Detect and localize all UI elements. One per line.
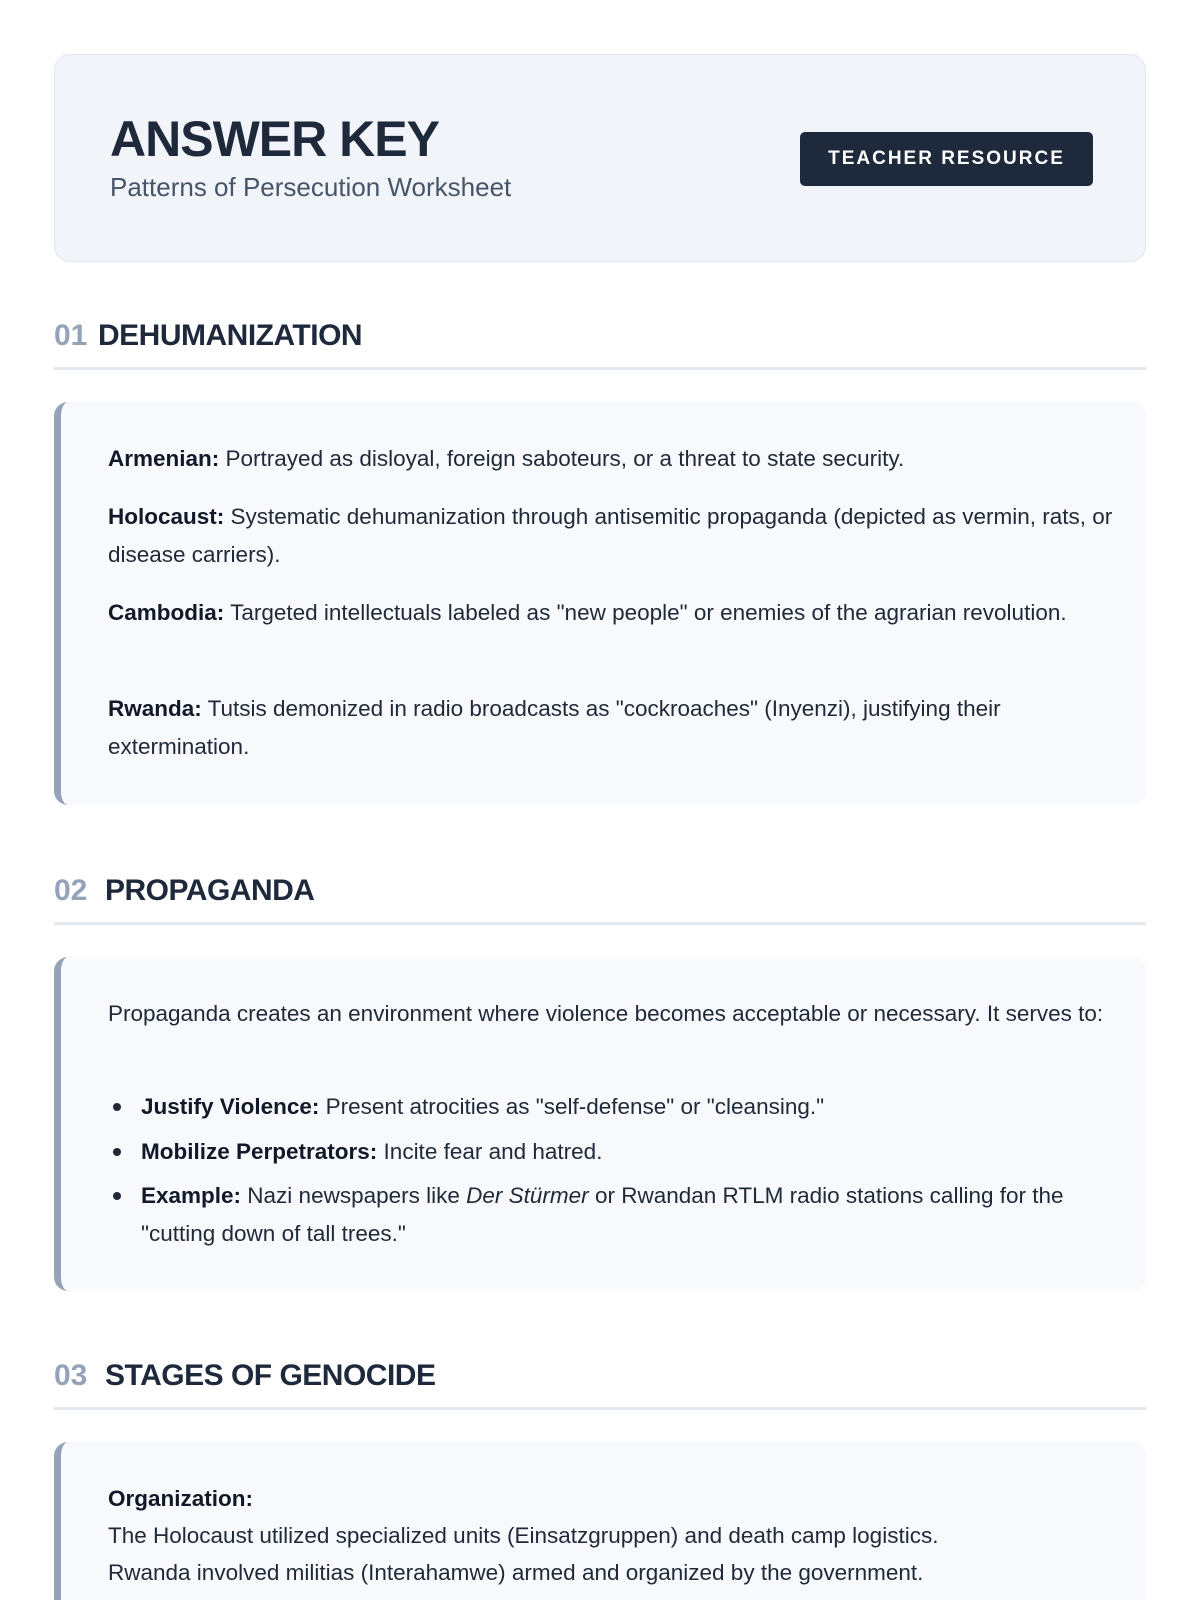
bullet-mobilize-perpetrators <box>141 1133 1121 1171</box>
entry-text: Tutsis demonized in radio broadcasts as "cockroaches" (Inyenzi), justifying their extermination. <box>108 696 1001 759</box>
section-number: 02 <box>54 874 88 907</box>
bullet-text: Present atrocities as "self-defense" or "cleansing." <box>319 1094 825 1119</box>
section-title: STAGES OF GENOCIDE <box>105 1359 436 1392</box>
entry-armenian <box>108 440 1118 478</box>
propaganda-card <box>54 957 1146 1291</box>
bullet-text: Nazi newspapers like <box>241 1183 467 1208</box>
bullet-justify-violence <box>141 1088 1121 1126</box>
page-subtitle: Patterns of Persecution Worksheet <box>110 172 512 202</box>
teacher-resource-badge: TEACHER RESOURCE <box>800 132 1093 186</box>
entry-text: Portrayed as disloyal, foreign saboteurs, or a threat to state security. <box>219 446 905 471</box>
bullet-text: Incite fear and hatred. <box>377 1139 603 1164</box>
entry-rwanda <box>108 690 1118 766</box>
section-heading-propaganda <box>54 873 1146 925</box>
newspaper-title: Der Stürmer <box>466 1183 589 1208</box>
bullet-dot <box>113 1148 121 1156</box>
organization-line-rwanda: Rwanda involved militias (Interahamwe) armed and organized by the government. <box>108 1560 924 1585</box>
bullet-example <box>141 1177 1121 1253</box>
section-heading-dehumanization <box>54 318 1146 370</box>
entry-text: Targeted intellectuals labeled as "new people" or enemies of the agrarian revolution. <box>224 600 1067 625</box>
organization-label <box>108 1480 1118 1518</box>
page-title: ANSWER KEY <box>110 111 439 167</box>
bullet-label: Example: <box>141 1183 242 1208</box>
section-title: DEHUMANIZATION <box>98 319 363 352</box>
dehumanization-card <box>54 402 1146 805</box>
section-number: 03 <box>54 1359 88 1392</box>
entry-cambodia <box>108 594 1118 632</box>
entry-label: Armenian: <box>108 446 220 471</box>
entry-label: Holocaust: <box>108 504 225 529</box>
section-heading-stages <box>54 1358 1146 1410</box>
entry-text: Systematic dehumanization through antisemitic propaganda (depicted as vermin, rats, or disease carriers). <box>108 504 1113 567</box>
entry-label: Cambodia: <box>108 600 225 625</box>
entry-label: Rwanda: <box>108 696 202 721</box>
propaganda-intro: Propaganda creates an environment where violence becomes acceptable or necessary. It serves to: <box>108 1001 1104 1026</box>
header-card <box>54 54 1146 262</box>
section-number: 01 <box>54 319 88 352</box>
bullet-label: Mobilize Perpetrators: <box>141 1139 378 1164</box>
stages-card <box>54 1442 1146 1600</box>
bullet-text: or Rwandan RTLM radio stations calling for the "cutting down of tall trees." <box>141 1183 1064 1246</box>
bullet-dot <box>113 1103 121 1111</box>
entry-holocaust <box>108 498 1118 574</box>
organization-line-holocaust: The Holocaust utilized specialized units (Einsatzgruppen) and death camp logistics. <box>108 1523 939 1548</box>
section-title: PROPAGANDA <box>105 874 315 907</box>
bullet-label: Justify Violence: <box>141 1094 320 1119</box>
entry-label: Organization: <box>108 1486 253 1511</box>
bullet-dot <box>113 1192 121 1200</box>
